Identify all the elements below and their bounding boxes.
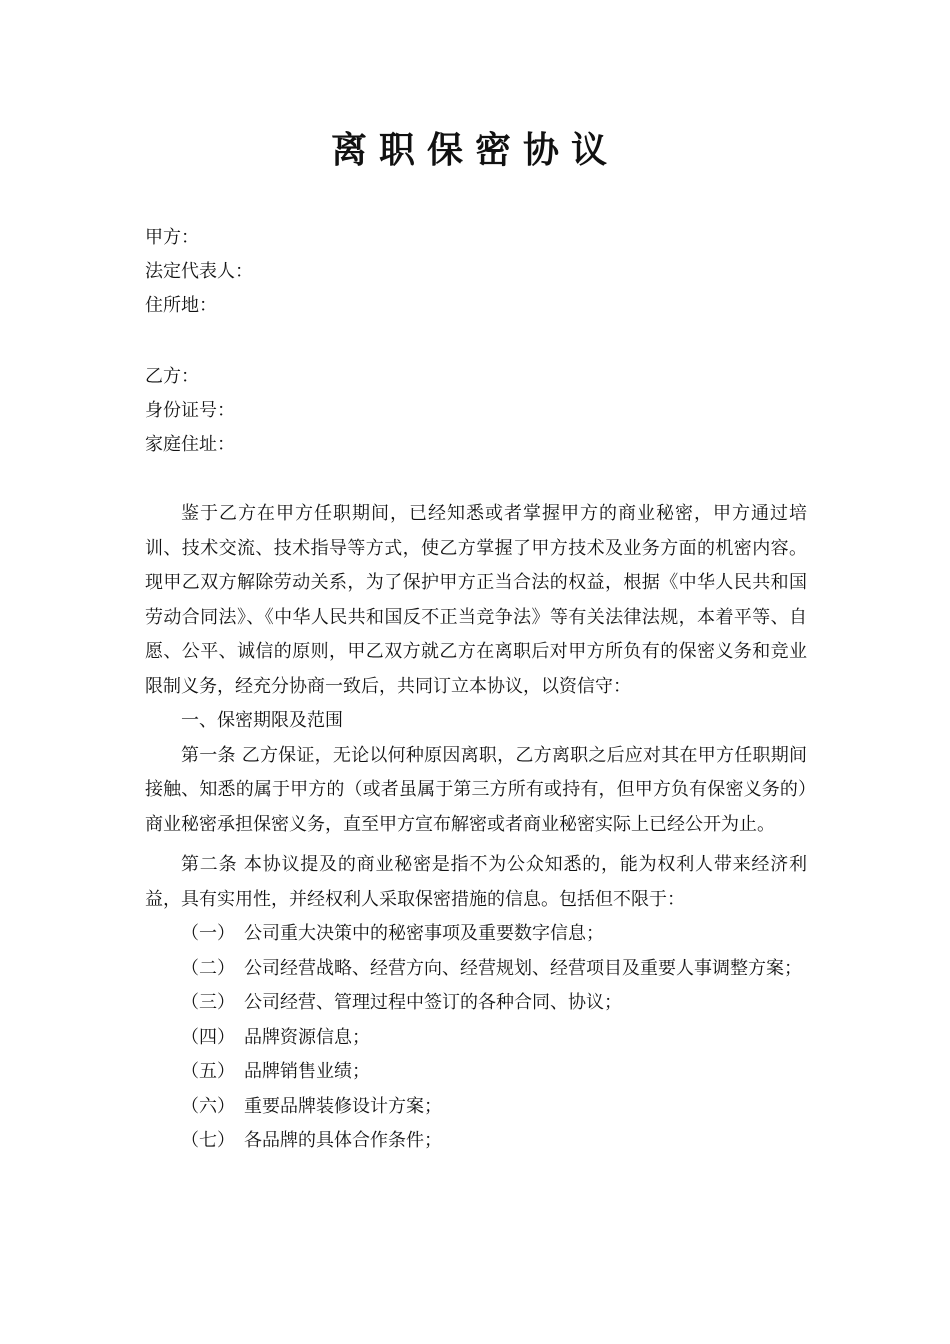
trade-secret-list (145, 917, 807, 1159)
party-b-id-number: 身份证号： (145, 400, 235, 421)
list-item: （四） 品牌资源信息； (181, 1026, 370, 1048)
list-item: （五） 品牌销售业绩； (181, 1061, 370, 1082)
document-title: 离职保密协议 (330, 129, 619, 171)
article-2-paragraph: 第二条 本协议提及的商业秘密是指不为公众知悉的，能为权利人带来经济利益，具有实用性，并经权利人采取保密措施的信息。包括但不限于： (145, 854, 807, 910)
preamble-paragraph: 鉴于乙方在甲方任职期间，已经知悉或者掌握甲方的商业秘密，甲方通过培训、技术交流、技术指导等方式，使乙方掌握了甲方技术及业务方面的机密内容。现甲乙双方解除劳动关系，为了保护甲方正当合法的权益，根据《中华人民共和国劳动合同法》、《中华人民共和国反不正当竞争法》等有关法律法规，本着平等、自愿、公平、诚信的原则，甲乙双方就乙方在离职后对甲方所负有的保密义务和竞业限制义务，经充分协商一致后，共同订立本协议，以资信守： (145, 503, 807, 697)
list-item: （一） 公司重大决策中的秘密事项及重要数字信息； (181, 923, 604, 944)
article-1-paragraph: 第一条 乙方保证，无论以何种原因离职，乙方离职之后应对其在甲方任职期间接触、知悉的属于甲方的（或者虽属于第三方所有或持有，但甲方负有保密义务的）商业秘密承担保密义务，直至甲方宣布解密或者商业秘密实际上已经公开为止。 (145, 744, 807, 835)
party-a-block (145, 221, 805, 323)
list-item: （七） 各品牌的具体合作条件； (181, 1130, 442, 1151)
party-b-address: 家庭住址： (145, 434, 235, 455)
party-a-address: 住所地： (145, 295, 217, 316)
party-a-label: 甲方： (145, 227, 199, 248)
section-heading: 一、保密期限及范围 (181, 710, 343, 731)
party-b-label: 乙方： (145, 366, 199, 387)
list-item: （二） 公司经营战略、经营方向、经营规划、经营项目及重要人事调整方案； (181, 957, 802, 979)
party-a-legal-rep: 法定代表人： (145, 261, 253, 282)
agreement-body (145, 497, 807, 1159)
list-item: （三） 公司经营、管理过程中签订的各种合同、协议； (181, 992, 622, 1013)
party-b-block (145, 360, 805, 462)
list-item: （六） 重要品牌装修设计方案； (181, 1095, 442, 1117)
